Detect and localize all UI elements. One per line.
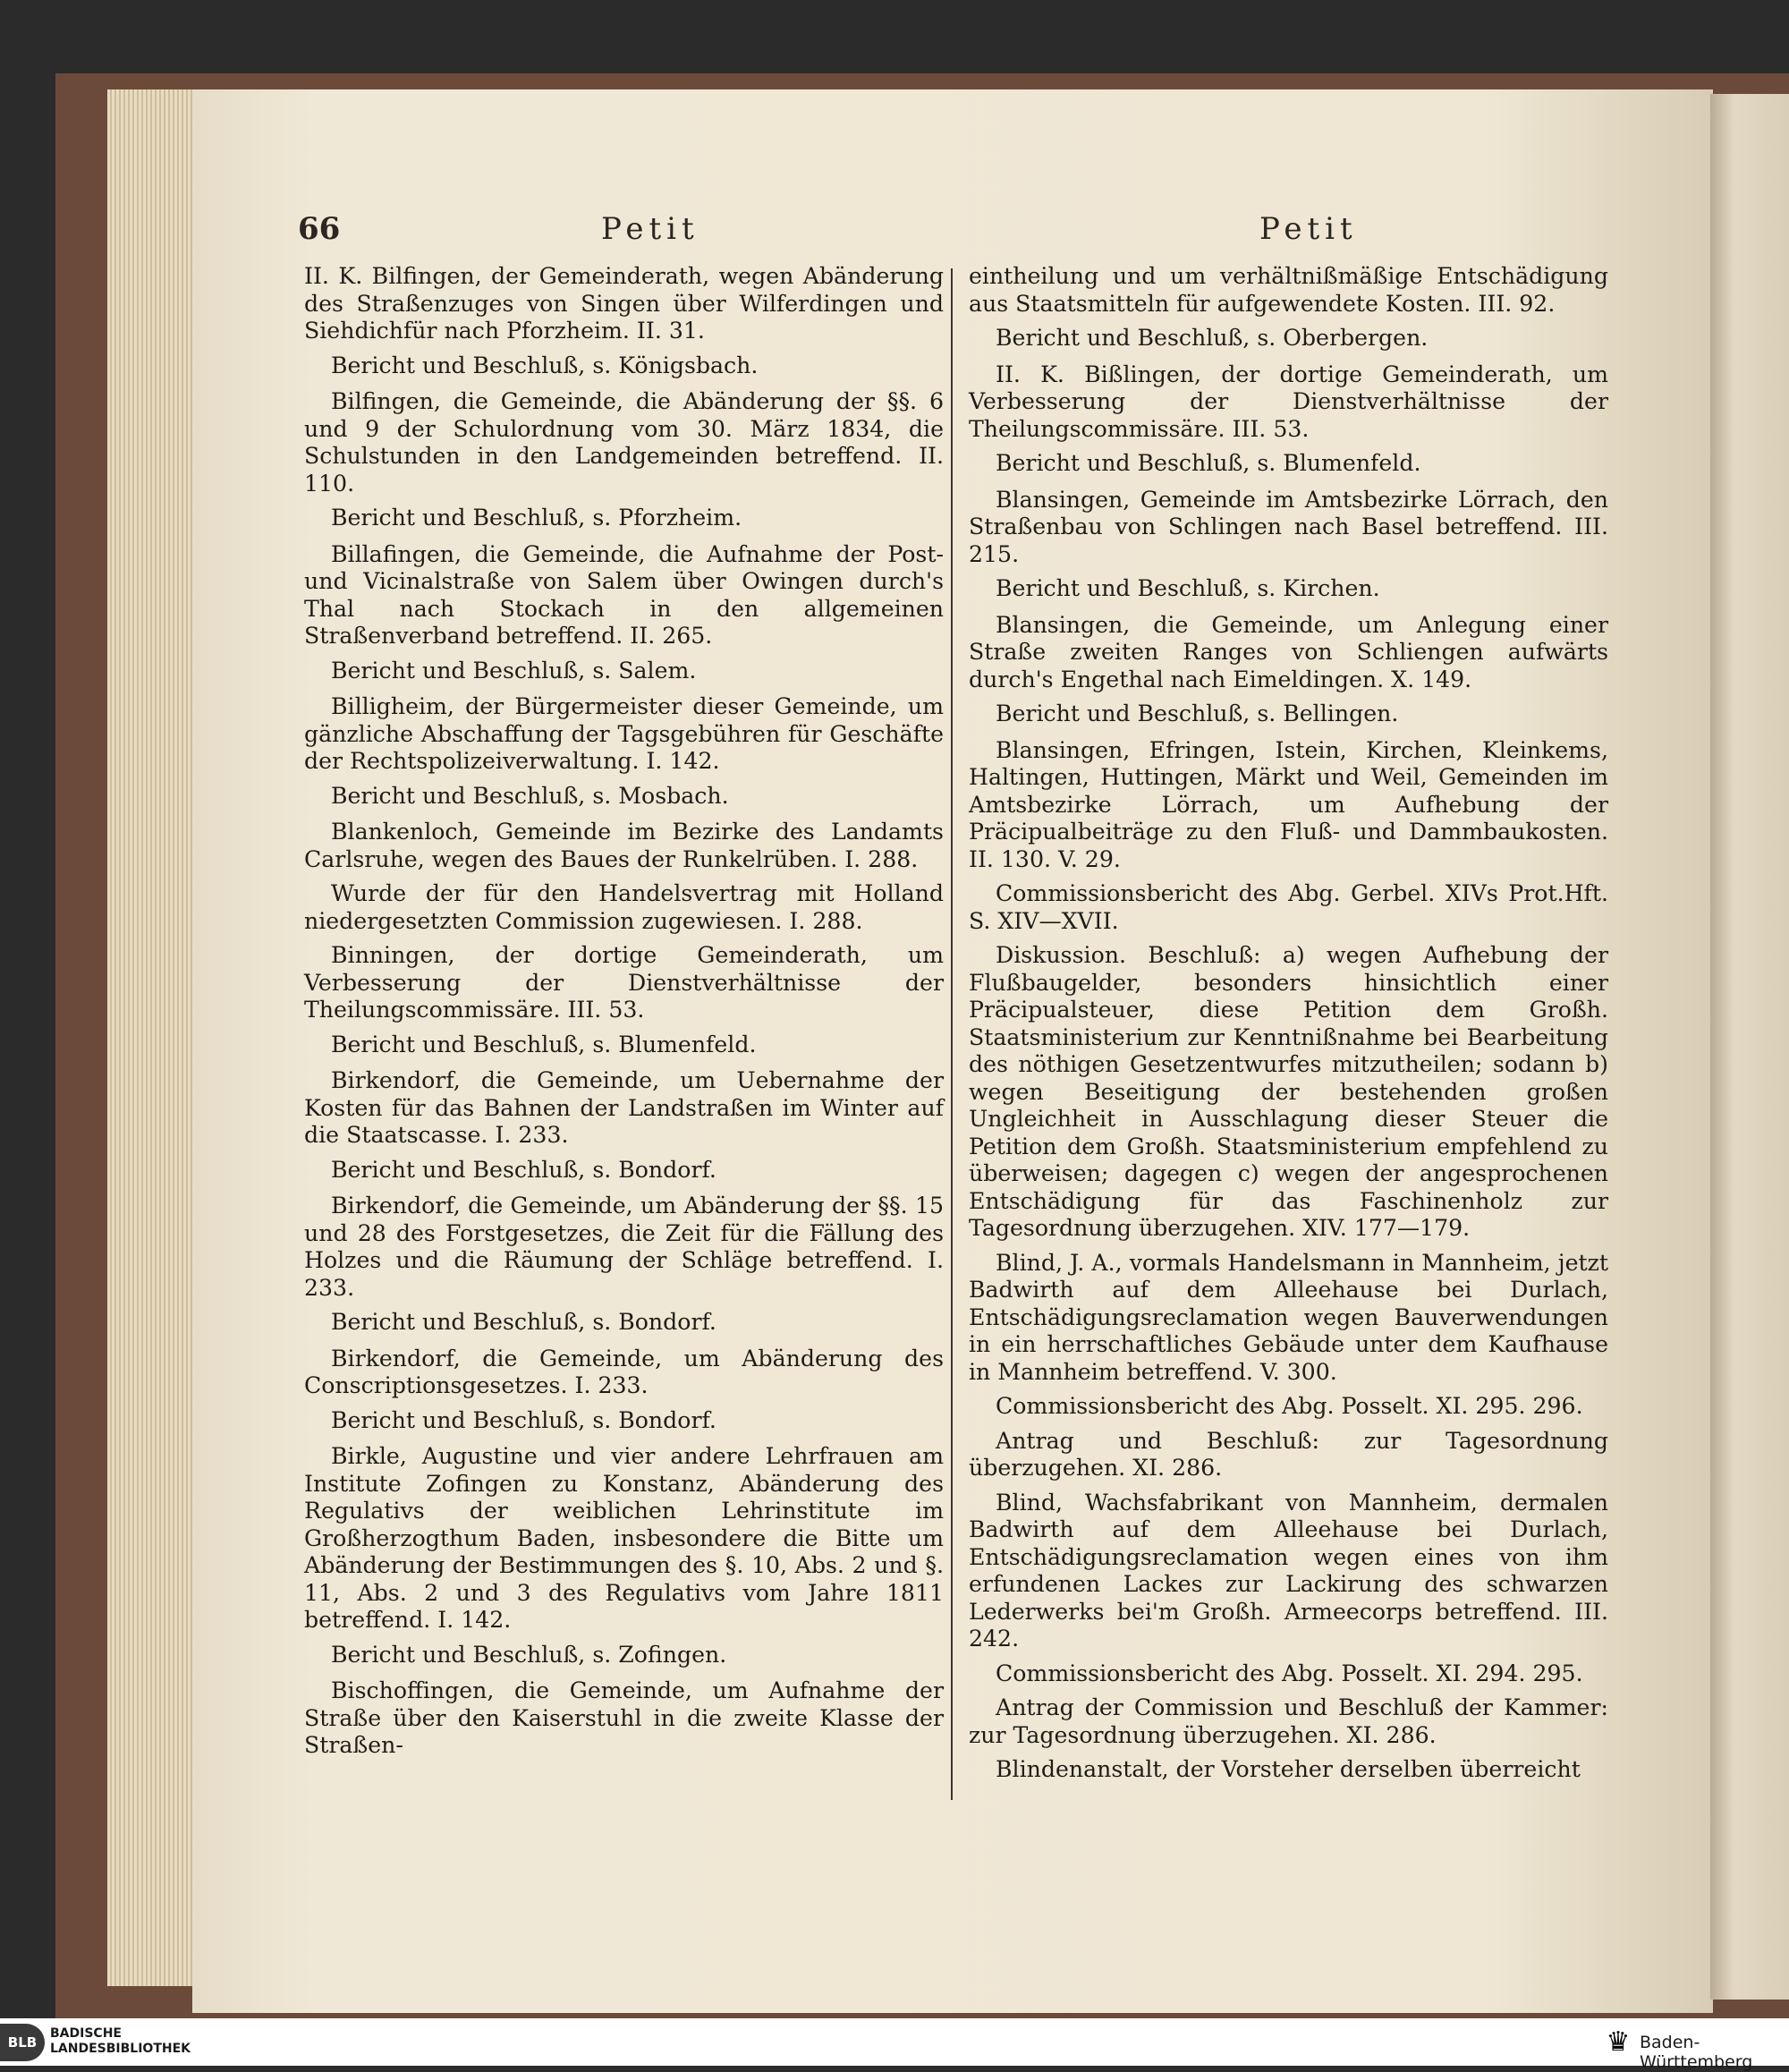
reference-line: Bericht und Beschluß, s. Königsbach. (331, 352, 759, 378)
entry-paragraph: Bilfingen, die Gemeinde, die Abänderung der §§. 6 und 9 der Schulordnung vom 30. März 1834, die Schulstunden in den Landgemeinden betreffend. II. 110. (304, 388, 944, 497)
running-header-left: Petit (601, 211, 699, 247)
entry-continuation: eintheilung und um verhältnißmäßige Entschädigung aus Staatsmitteln für aufgewendete Kosten. III. 92. (969, 263, 1608, 317)
page-edges (107, 89, 201, 1986)
entry-paragraph: Blindenanstalt, der Vorsteher derselben überreicht (996, 1756, 1581, 1782)
library-name-line2: LANDESBIBLIOTHEK (50, 2042, 191, 2056)
left-column (304, 263, 944, 1767)
reference-line: Bericht und Beschluß, s. Salem. (331, 657, 697, 684)
facing-page-edge (1710, 94, 1789, 2000)
reference-line: Bericht und Beschluß, s. Bondorf. (331, 1406, 716, 1433)
entry-paragraph: Blind, J. A., vormals Handelsmann in Mannheim, jetzt Badwirth auf dem Alleehause bei Durlach, Entschädigungsreclamation wegen Bauverwendungen in ein herrschaftliches Gebäude unter dem Kaufhause in Mannheim betreffend. V. 300. (969, 1249, 1608, 1385)
column-divider (951, 268, 953, 1800)
blb-logo-icon[interactable]: BLB (0, 2024, 45, 2061)
entry-paragraph: Birkendorf, die Gemeinde, um Abänderung der §§. 15 und 28 des Forstgesetzes, die Zeit für die Fällung des Holzes und die Räumung der Schläge betreffend. I. 233. (304, 1193, 944, 1301)
entry-paragraph: Blansingen, Gemeinde im Amtsbezirke Lörrach, den Straßenbau von Schlingen nach Basel betreffend. III. 215. (969, 486, 1608, 567)
reference-line: Bericht und Beschluß, s. Mosbach. (331, 782, 729, 809)
reference-line: Bericht und Beschluß, s. Kirchen. (996, 575, 1380, 601)
entry-paragraph: Blansingen, Efringen, Istein, Kirchen, Kleinkems, Haltingen, Huttingen, Märkt und Weil, Gemeinden im Amtsbezirke Lörrach, um Aufhebung der Präcipualbeiträge zu den Fluß- und Dammbaukosten. II. 130. V. 29. (969, 736, 1608, 872)
running-header-right: Petit (1259, 211, 1358, 247)
entry-paragraph: Wurde der für den Handelsvertrag mit Holland niedergesetzten Commission zugewiesen. I. 288. (304, 880, 944, 934)
reference-line: Bericht und Beschluß, s. Oberbergen. (996, 325, 1429, 351)
right-column (969, 263, 1608, 1791)
entry-paragraph: Commissionsbericht des Abg. Gerbel. XIVs Prot.Hft. S. XIV—XVII. (969, 880, 1608, 934)
page-number: 66 (298, 211, 341, 247)
entry-paragraph: Birkle, Augustine und vier andere Lehrfrauen am Institute Zofingen zu Konstanz, Abänderung des Regulativs der weiblichen Lehrinstitute im Großherzogthum Baden, insbesondere die Bitte um Abänderung der Bestimmungen des §. 10, Abs. 2 und §. 11, Abs. 2 und 3 des Regulativs vom Jahre 1811 betreffend. I. 142. (304, 1443, 944, 1633)
entry-paragraph: Binningen, der dortige Gemeinderath, um Verbesserung der Dienstverhältnisse der Theilungscommissäre. III. 53. (304, 942, 944, 1023)
entry-paragraph: Blankenloch, Gemeinde im Bezirke des Landamts Carlsruhe, wegen des Baues der Runkelrüben. I. 288. (304, 819, 944, 872)
entry-paragraph: Antrag und Beschluß: zur Tagesordnung überzugehen. XI. 286. (969, 1427, 1608, 1481)
entry-paragraph: Blansingen, die Gemeinde, um Anlegung einer Straße zweiten Ranges von Schliengen aufwärts durch's Engethal nach Eimeldingen. X. 149. (969, 611, 1608, 692)
entry-paragraph: Birkendorf, die Gemeinde, um Uebernahme der Kosten für das Bahnen der Landstraßen im Winter auf die Staatscasse. I. 233. (304, 1067, 944, 1148)
entry-paragraph: Antrag der Commission und Beschluß der Kammer: zur Tagesordnung überzugehen. XI. 286. (969, 1694, 1608, 1748)
entry-paragraph: II. K. Bilfingen, der Gemeinderath, wegen Abänderung des Straßenzuges von Singen über Wilferdingen und Siehdichfür nach Pforzheim. II. 31. (304, 263, 944, 344)
viewer-footer (0, 2018, 1789, 2066)
entry-paragraph: Commissionsbericht des Abg. Posselt. XI. 295. 296. (996, 1393, 1583, 1419)
entry-paragraph: Bischoffingen, die Gemeinde, um Aufnahme der Straße über den Kaiserstuhl in die zweite Klasse der Straßen- (304, 1677, 944, 1758)
reference-line: Bericht und Beschluß, s. Zofingen. (331, 1641, 727, 1668)
reference-line: Bericht und Beschluß, s. Blumenfeld. (996, 450, 1421, 476)
entry-paragraph: Billafingen, die Gemeinde, die Aufnahme der Post- und Vicinalstraße von Salem über Owingen durch's Thal nach Stockach in den allgemeinen Straßenverband betreffend. II. 265. (304, 540, 944, 649)
library-name[interactable] (50, 2026, 191, 2057)
entry-paragraph: II. K. Bißlingen, der dortige Gemeinderath, um Verbesserung der Dienstverhältnisse der Theilungscommissäre. III. 53. (969, 361, 1608, 442)
reference-line: Bericht und Beschluß, s. Bondorf. (331, 1309, 716, 1335)
state-name[interactable]: Baden-Württemberg (1640, 2033, 1753, 2072)
entry-paragraph: Billigheim, der Bürgermeister dieser Gemeinde, um gänzliche Abschaffung der Tagsgebühren für Geschäfte der Rechtspolizeiverwaltung. I. 142. (304, 693, 944, 774)
reference-line: Bericht und Beschluß, s. Blumenfeld. (331, 1031, 757, 1057)
baden-wuerttemberg-lions-icon[interactable]: ♛ (1606, 2026, 1631, 2058)
entry-paragraph: Blind, Wachsfabrikant von Mannheim, dermalen Badwirth auf dem Alleehause bei Durlach, Entschädigungsreclamation wegen eines von ihm erfundenen Lackes zur Lackirung des schwarzen Lederwerks bei'm Großh. Armeecorps betreffend. III. 242. (969, 1489, 1608, 1652)
entry-paragraph: Commissionsbericht des Abg. Posselt. XI. 294. 295. (996, 1660, 1583, 1686)
reference-line: Bericht und Beschluß, s. Bondorf. (331, 1156, 716, 1183)
entry-paragraph: Diskussion. Beschluß: a) wegen Aufhebung der Flußbaugelder, besonders hinsichtlich einer Präcipualsteuer, diese Petition dem Großh. Staatsministerium zur Kenntnißnahme bei Bearbeitung des nöthigen Gesetzentwurfes mitzutheilen; sodann b) wegen Beseitigung der bestehenden großen Ungleichheit in Ausschlagung dieser Steuer die Petition dem Großh. Staatsministerium empfehlend zu überweisen; dagegen c) wegen der angesprochenen Entschädigung für das Faschinenholz zur Tagesordnung überzugehen. XIV. 177—179. (969, 942, 1608, 1241)
entry-paragraph: Birkendorf, die Gemeinde, um Abänderung des Conscriptionsgesetzes. I. 233. (304, 1345, 944, 1398)
reference-line: Bericht und Beschluß, s. Bellingen. (996, 701, 1399, 726)
reference-line: Bericht und Beschluß, s. Pforzheim. (331, 505, 742, 531)
library-name-line1: BADISCHE (50, 2026, 122, 2041)
